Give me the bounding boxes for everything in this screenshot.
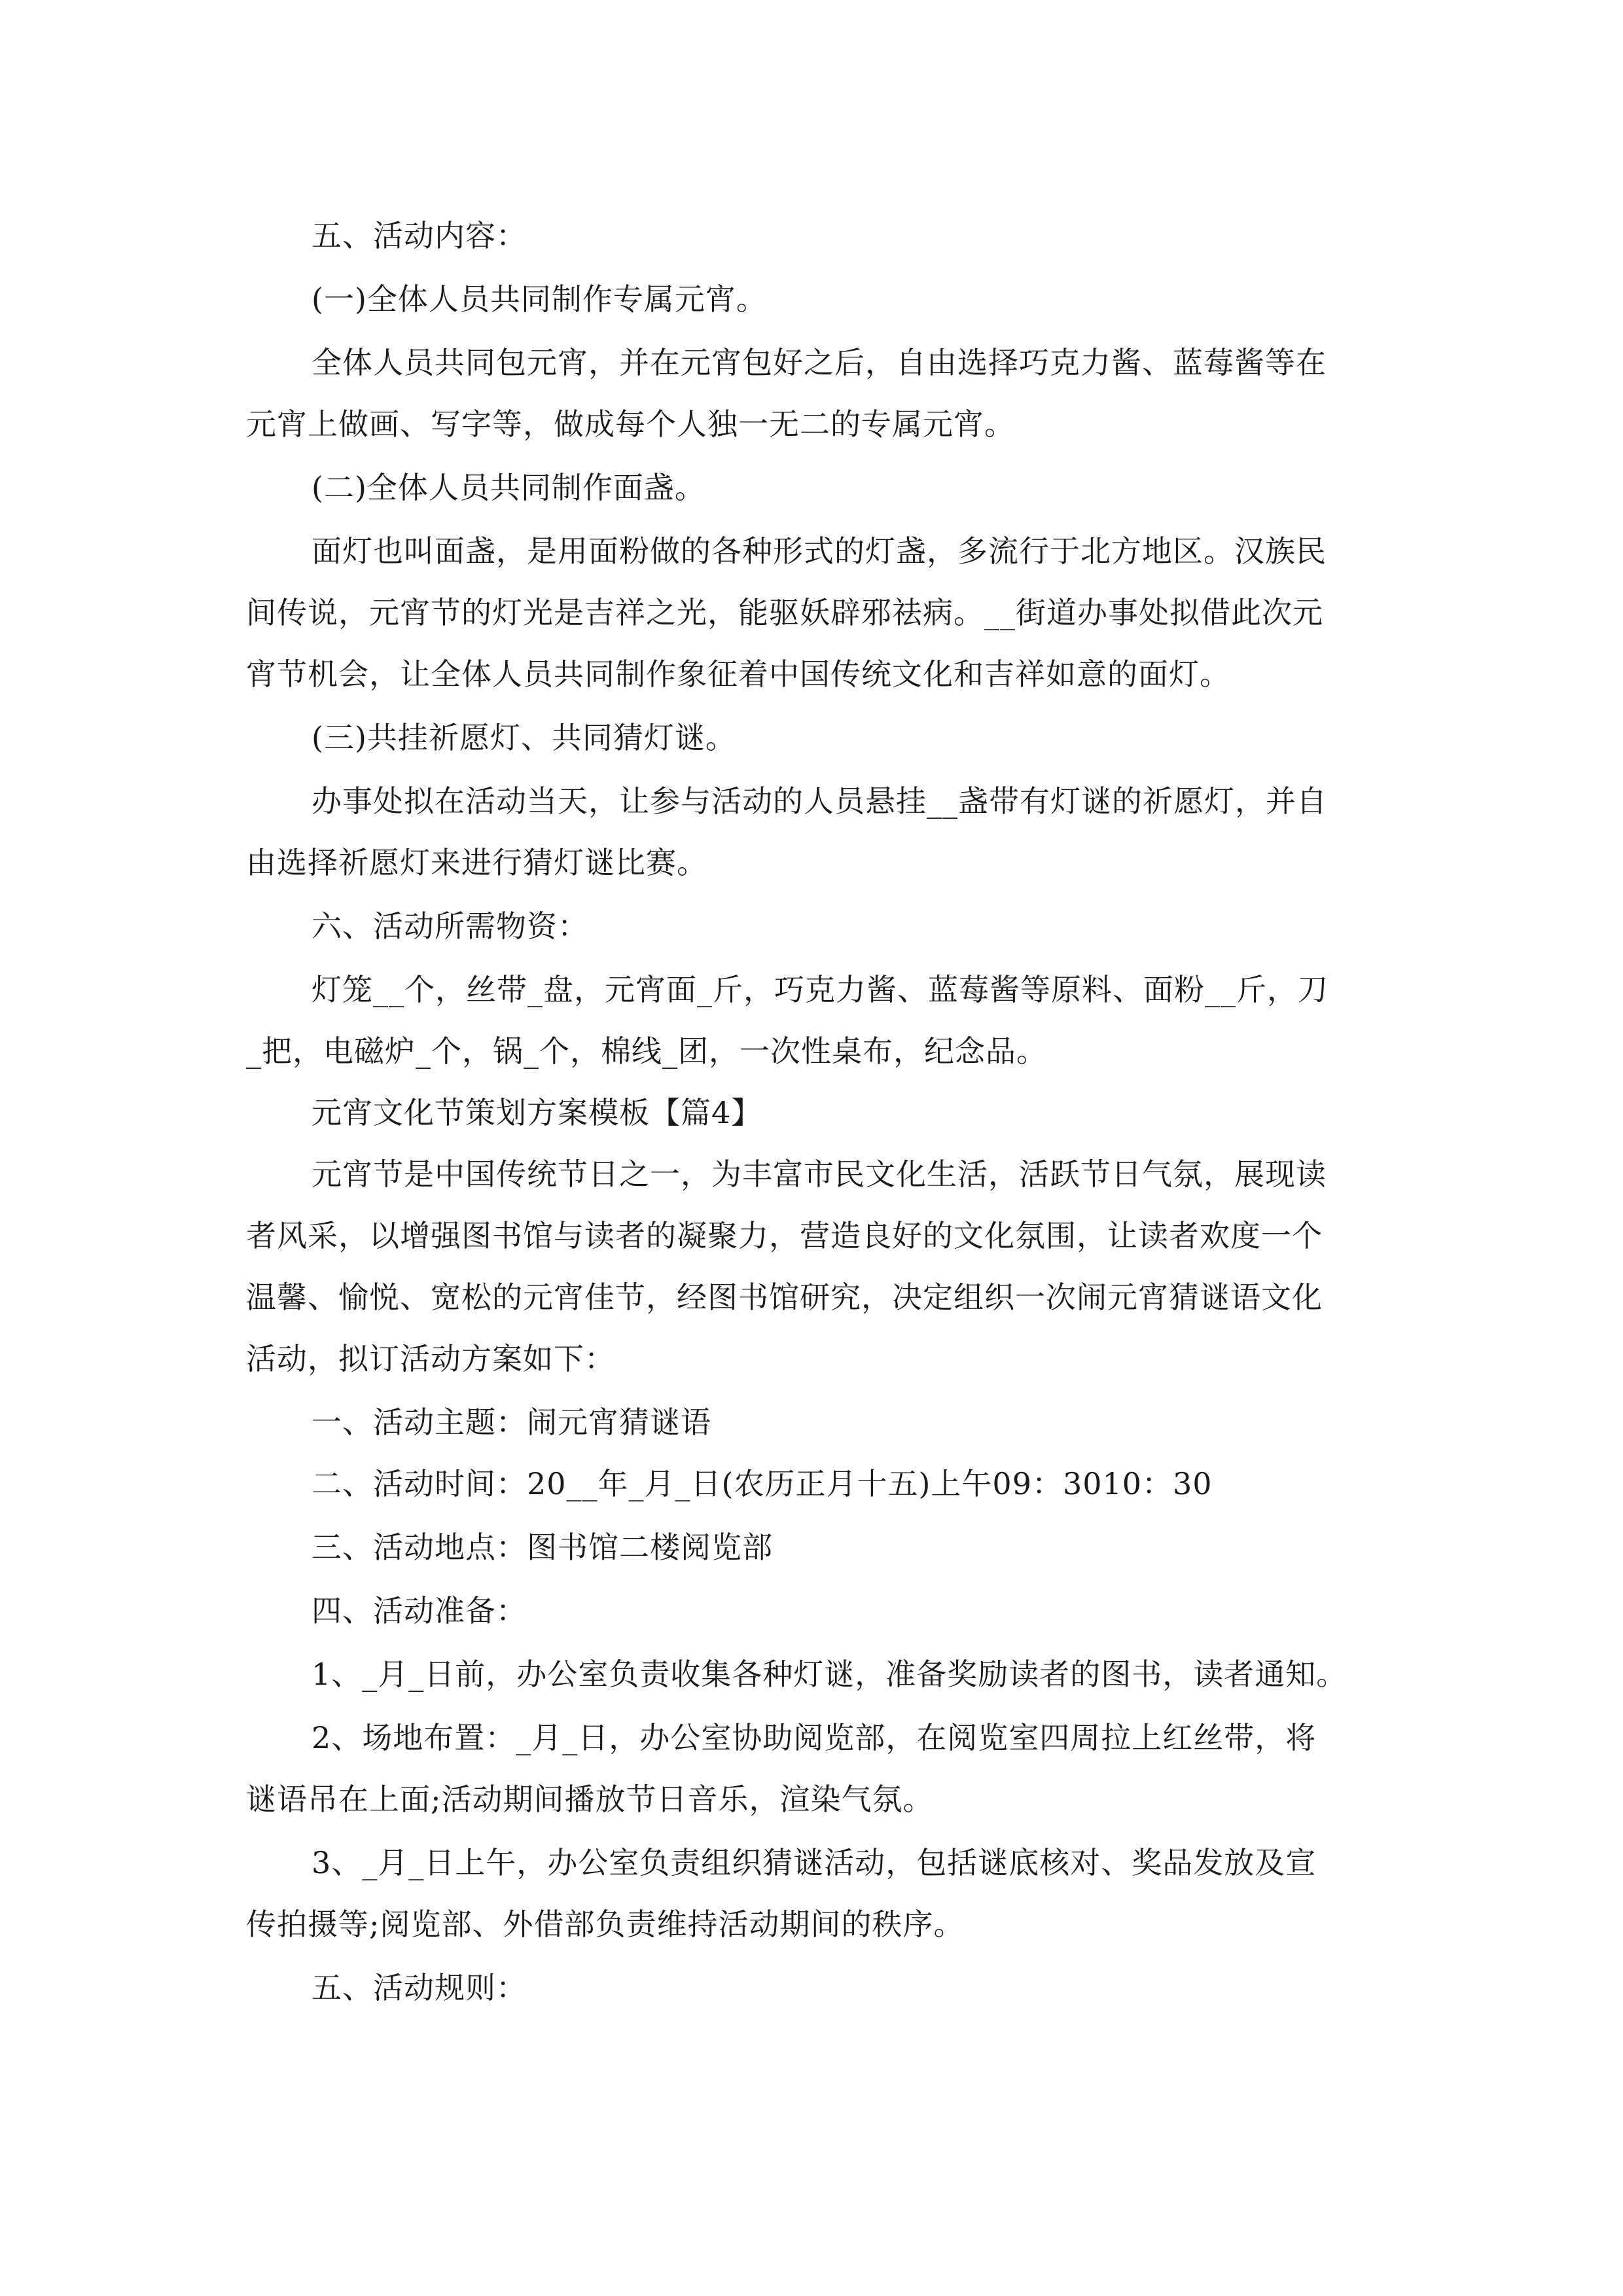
- paragraph-line: 面灯也叫面盏，是用面粉做的各种形式的灯盏，多流行于北方地区。汉族民: [312, 533, 1327, 569]
- paragraph-line: 办事处拟在活动当天，让参与活动的人员悬挂__盏带有灯谜的祈愿灯，并自: [312, 783, 1327, 819]
- list-item: 2、场地布置：_月_日，办公室协助阅览部，在阅览室四周拉上红丝带，将: [312, 1720, 1317, 1755]
- subheading-make-yuanxiao: (一)全体人员共同制作专属元宵。: [312, 281, 767, 317]
- section-heading-materials: 六、活动所需物资：: [312, 908, 588, 944]
- paragraph-line: 活动，拟订活动方案如下：: [246, 1341, 615, 1376]
- paragraph-line: 全体人员共同包元宵，并在元宵包好之后，自由选择巧克力酱、蓝莓酱等在: [312, 345, 1327, 380]
- list-item: 3、_月_日上午，办公室负责组织猜谜活动，包括谜底核对、奖品发放及宣: [312, 1845, 1317, 1880]
- template-title-part4: 元宵文化节策划方案模板【篇4】: [312, 1095, 762, 1130]
- subheading-make-mianzhan: (二)全体人员共同制作面盏。: [312, 470, 705, 505]
- subheading-lantern-riddles: (三)共挂祈愿灯、共同猜灯谜。: [312, 720, 736, 755]
- section-heading-location: 三、活动地点：图书馆二楼阅览部: [312, 1530, 773, 1565]
- paragraph-line: 间传说，元宵节的灯光是吉祥之光，能驱妖辟邪祛病。__街道办事处拟借此次元: [246, 595, 1323, 630]
- paragraph-line: 宵节机会，让全体人员共同制作象征着中国传统文化和吉祥如意的面灯。: [246, 656, 1230, 692]
- list-item: 1、_月_日前，办公室负责收集各种灯谜，准备奖励读者的图书，读者通知。: [312, 1657, 1347, 1692]
- section-heading-rules: 五、活动规则：: [312, 1970, 527, 2005]
- paragraph-line: 元宵节是中国传统节日之一，为丰富市民文化生活，活跃节日气氛，展现读: [312, 1157, 1327, 1192]
- paragraph-line: 传拍摄等;阅览部、外借部负责维持活动期间的秩序。: [246, 1907, 965, 1942]
- paragraph-line: 温馨、愉悦、宽松的元宵佳节，经图书馆研究，决定组织一次闹元宵猜谜语文化: [246, 1280, 1323, 1315]
- section-heading-theme: 一、活动主题：闹元宵猜谜语: [312, 1405, 711, 1440]
- paragraph-line: 灯笼__个，丝带_盘，元宵面_斤，巧克力酱、蓝莓酱等原料、面粉__斤，刀: [312, 972, 1329, 1007]
- paragraph-line: 谜语吊在上面;活动期间播放节日音乐，渲染气氛。: [246, 1782, 934, 1817]
- section-heading-activity-content: 五、活动内容：: [312, 218, 527, 253]
- paragraph-line: 者风采，以增强图书馆与读者的凝聚力，营造良好的文化氛围，让读者欢度一个: [246, 1218, 1323, 1253]
- section-heading-preparation: 四、活动准备：: [312, 1593, 527, 1628]
- paragraph-line: 元宵上做画、写字等，做成每个人独一无二的专属元宵。: [246, 406, 1015, 442]
- paragraph-line: 由选择祈愿灯来进行猜灯谜比赛。: [246, 845, 707, 880]
- paragraph-line: _把，电磁炉_个，锅_个，棉线_团，一次性桌布，纪念品。: [246, 1033, 1047, 1069]
- section-heading-time: 二、活动时间：20__年_月_日(农历正月十五)上午09：3010：30: [312, 1466, 1213, 1501]
